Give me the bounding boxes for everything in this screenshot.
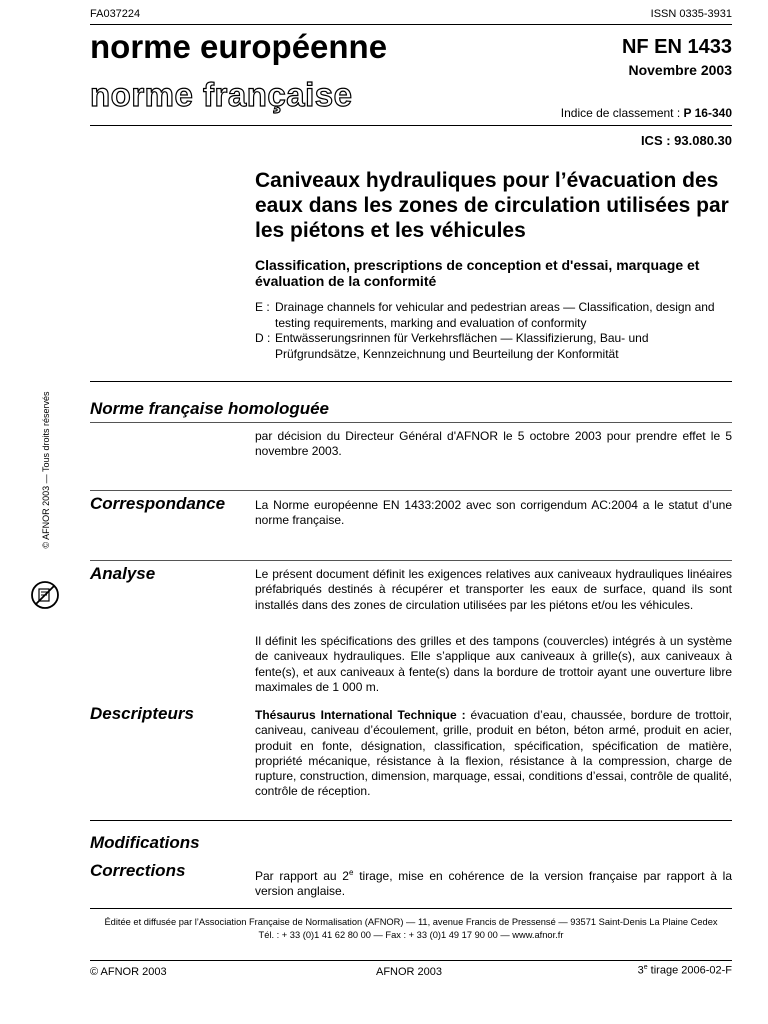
descripteurs-text — [255, 708, 732, 800]
homologuee-rule — [90, 422, 732, 423]
corrections-text-start: Par rapport au 2 — [255, 869, 349, 883]
footer-edition — [638, 964, 732, 977]
classement-value: P 16-340 — [683, 106, 732, 120]
edition-text: tirage 2006-02-F — [647, 964, 732, 977]
homologuee-text: par décision du Directeur Général d'AFNOR le 5 octobre 2003 pour prendre effet le 5 novembre 2003. — [255, 429, 732, 459]
document-code: FA037224 — [90, 8, 141, 20]
analyse-rule — [90, 560, 732, 561]
publisher-block — [80, 916, 742, 942]
heading-analyse: Analyse — [90, 564, 156, 583]
footer-rule — [90, 960, 732, 961]
heading-homologuee: Norme française homologuée — [90, 399, 330, 418]
standard-number: NF EN 1433 — [621, 36, 732, 58]
side-copyright — [37, 380, 55, 560]
corrections-text — [255, 865, 732, 900]
descripteurs-label: Thésaurus International Technique : — [255, 708, 466, 722]
analyse-paragraph-2: Il définit les spécifications des grilles et des tampons (couvercles) intégrés à un système de caniveaux hydrauliques. Elle s’applique aux caniveaux à grille(s), aux caniveaux à fente(s), et aux caniveaux à fente(s) dans la bordure de trottoir ayant une ouverture libre maximales de 1 000 m. — [255, 634, 732, 694]
translation-de — [255, 331, 735, 362]
heading-correspondance: Correspondance — [90, 494, 226, 513]
translation-text: Drainage channels for vehicular and pedestrian areas — Classification, design and testing requirements, marking and evaluation of conformity — [275, 300, 715, 330]
edition-number: 3 — [637, 964, 644, 977]
translation-lang: E : — [255, 300, 270, 314]
classement-index — [561, 106, 732, 120]
heading-descripteurs: Descripteurs — [90, 704, 194, 723]
document-subtitle: Classification, prescriptions de conception et d'essai, marquage et évaluation de la conformité — [255, 257, 700, 289]
no-photocopy-icon — [30, 580, 60, 610]
heading-corrections: Corrections — [90, 861, 186, 880]
issn: ISSN 0335-3931 — [650, 8, 732, 20]
edition-sup: e — [643, 964, 648, 971]
modifications-rule — [90, 820, 732, 821]
section-rule — [90, 381, 732, 382]
analyse-paragraph-1: Le présent document définit les exigences relatives aux caniveaux hydrauliques linéaires préfabriqués destinés à récupérer et transporter les eaux de surface, quand ils sont installés dans des zones de circulation utilisées par les piétons et/ou les véhicules. — [255, 567, 732, 612]
correspondance-text: La Norme européenne EN 1433:2002 avec son corrigendum AC:2004 a le statut d’une norme française. — [255, 498, 732, 528]
publication-date: Novembre 2003 — [628, 62, 732, 78]
translation-text: Entwässerungsrinnen für Verkehrsflächen — Klassifizierung, Bau- und Prüfgrundsätze, Kennzeichnung und Beurteilung der Konformität — [275, 331, 649, 361]
copyright-vertical: © AFNOR 2003 — Tous droits réservés — [41, 391, 51, 549]
heading-modifications: Modifications — [90, 833, 200, 852]
correspondance-rule — [90, 490, 732, 491]
publisher-contact: Tél. : + 33 (0)1 41 62 80 00 — Fax : + 33 (0)1 49 17 90 00 — www.afnor.fr — [258, 930, 564, 940]
translation-en — [255, 300, 735, 331]
footer-center: AFNOR 2003 — [376, 966, 443, 978]
ics-code: ICS : 93.080.30 — [640, 133, 732, 148]
publisher-address: Éditée et diffusée par l’Association Française de Normalisation (AFNOR) — 11, avenue Francis de Pressensé — 93571 Saint-Denis La Plaine Cedex — [104, 917, 718, 927]
descripteurs-keywords: évacuation d’eau, chaussée, bordure de trottoir, caniveau, caniveau d’écoulement, grille, produit en béton, béton armé, produit en acier, produit en fonte, désignation, classification, spécification, spécification de matière, propriété mécanique, résistance à la flexion, résistance à la compression, charge de rupture, construction, dimension, marquage, essai, conditions d’essai, contrôle de qualité, contrôle de réception. — [255, 708, 732, 799]
classement-label: Indice de classement : — [560, 106, 684, 120]
footer-copyright: © AFNOR 2003 — [90, 966, 167, 978]
title-norme-francaise: norme française — [90, 76, 353, 113]
corrections-text-end: tirage, mise en cohérence de la version française par rapport à la version anglaise. — [255, 869, 732, 899]
translation-lang: D : — [255, 331, 271, 345]
document-title: Caniveaux hydrauliques pour l’évacuation des eaux dans les zones de circulation utilisées par les piétons et les véhicules — [255, 169, 729, 242]
title-norme-europeenne: norme européenne — [90, 28, 388, 65]
publisher-rule — [90, 908, 732, 909]
corrections-sup: e — [348, 868, 354, 877]
top-rule — [90, 24, 732, 25]
header-rule — [90, 125, 732, 126]
